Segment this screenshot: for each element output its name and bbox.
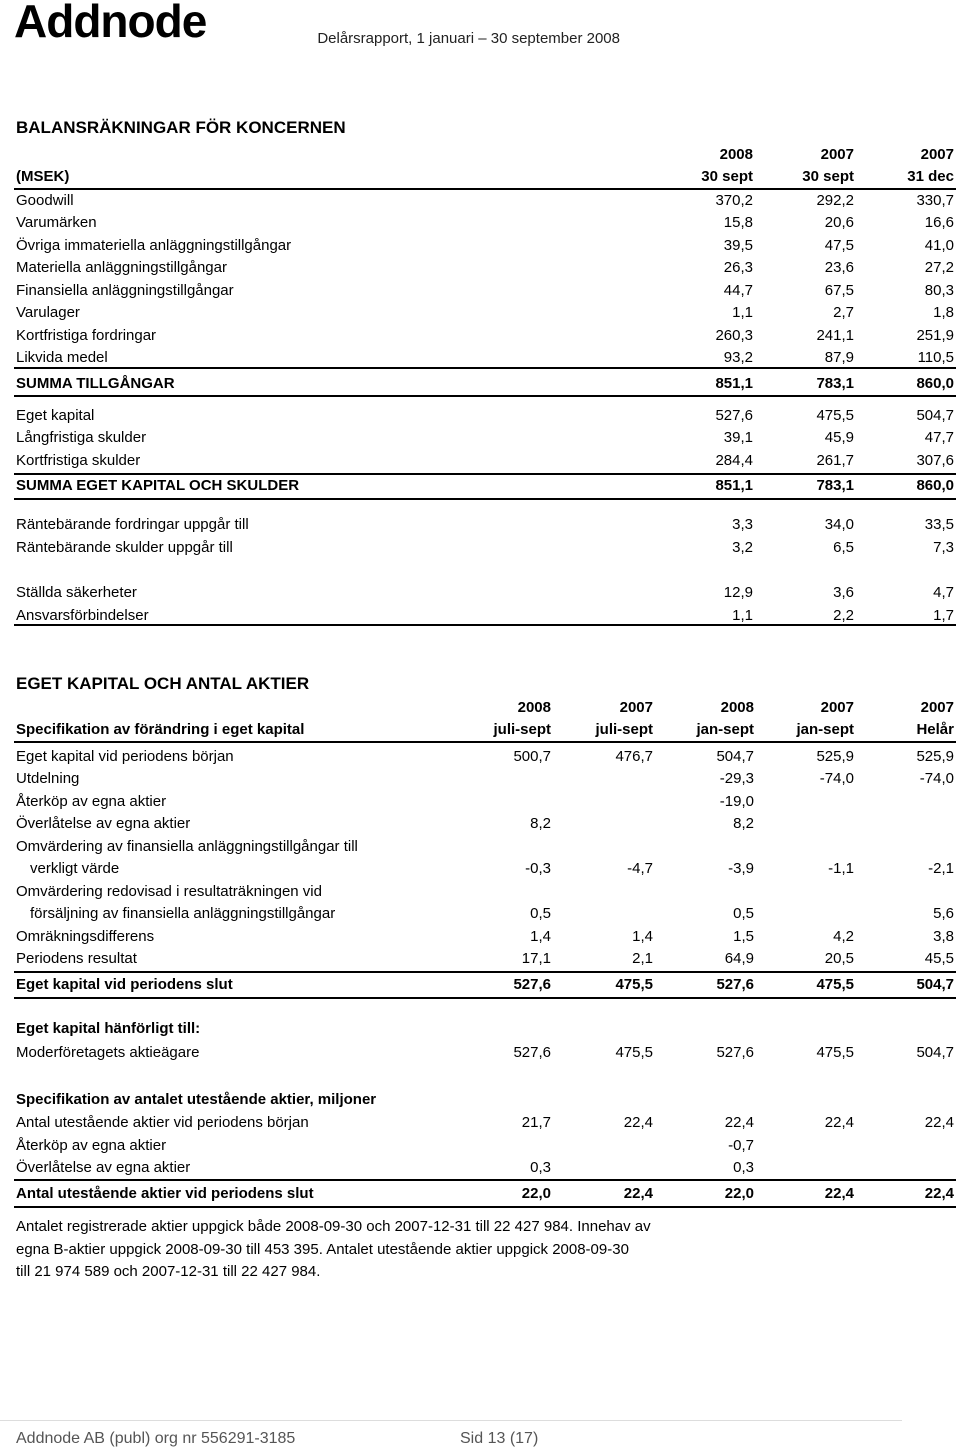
cell-value: 67,5	[824, 282, 854, 299]
table-row	[16, 582, 956, 604]
table-row	[16, 1089, 956, 1111]
cell-value: -4,7	[627, 860, 653, 877]
cell-value: 8,2	[530, 815, 551, 832]
cell-value: 2008	[719, 146, 753, 163]
note-line: egna B-aktier uppgick 2008-09-30 till 453 395. Antalet utestående aktier uppgick 2008-09-30	[16, 1240, 629, 1258]
cell-value: 87,9	[824, 349, 854, 366]
cell-value: 80,3	[924, 282, 954, 299]
cell-value: 1,4	[632, 928, 653, 945]
cell-value: 3,2	[732, 539, 753, 556]
cell-value: Helår	[916, 721, 954, 738]
row-label: Antal utestående aktier vid periodens slut	[16, 1185, 314, 1202]
cell-value: 2008	[720, 699, 754, 716]
cell-value: -3,9	[728, 860, 754, 877]
table-row	[16, 280, 956, 302]
table-row	[16, 768, 956, 790]
table-rule	[14, 624, 956, 626]
cell-value: jan-sept	[796, 721, 854, 738]
cell-value: 0,3	[530, 1159, 551, 1176]
cell-value: 2007	[820, 699, 854, 716]
cell-value: 0,3	[733, 1159, 754, 1176]
cell-value: 22,4	[924, 1185, 954, 1202]
row-label: Omvärdering redovisad i resultaträkningen vid	[16, 883, 322, 900]
cell-value: 527,6	[716, 1044, 754, 1061]
cell-value: 783,1	[816, 477, 854, 494]
cell-value: 45,5	[924, 950, 954, 967]
cell-value: 251,9	[916, 327, 954, 344]
cell-value: 22,4	[623, 1185, 653, 1202]
cell-value: 47,5	[824, 237, 854, 254]
row-label: Räntebärande fordringar uppgår till	[16, 516, 249, 533]
cell-value: 500,7	[513, 748, 551, 765]
cell-value: 307,6	[916, 452, 954, 469]
row-label: försäljning av finansiella anläggningstillgångar	[30, 905, 336, 922]
row-label: Eget kapital vid periodens början	[16, 748, 234, 765]
table-rule	[14, 997, 956, 999]
cell-value: 241,1	[816, 327, 854, 344]
table-rule	[14, 395, 956, 397]
cell-value: 475,5	[615, 1044, 653, 1061]
cell-value: 3,8	[933, 928, 954, 945]
cell-value: -2,1	[928, 860, 954, 877]
row-label: Överlåtelse av egna aktier	[16, 1159, 191, 1176]
cell-value: 39,1	[723, 429, 753, 446]
cell-value: 20,6	[824, 214, 854, 231]
cell-value: 783,1	[816, 375, 854, 392]
table-rule	[14, 367, 956, 369]
cell-value: -0,7	[728, 1137, 754, 1154]
table-row	[16, 235, 956, 257]
row-label: verkligt värde	[30, 860, 120, 877]
cell-value: 1,1	[732, 304, 753, 321]
cell-value: 4,2	[833, 928, 854, 945]
cell-value: 261,7	[816, 452, 854, 469]
row-label: Periodens resultat	[16, 950, 137, 967]
row-label: Omräkningsdifferens	[16, 928, 155, 945]
cell-value: 47,7	[924, 429, 954, 446]
cell-value: 2007	[619, 699, 653, 716]
cell-value: 1,4	[530, 928, 551, 945]
cell-value: 20,5	[824, 950, 854, 967]
table-row	[16, 881, 956, 903]
table-row	[16, 1183, 956, 1205]
addnode-logo: Addnode	[14, 0, 207, 47]
header-periods	[16, 719, 956, 741]
cell-value: 0,5	[733, 905, 754, 922]
cell-value: 292,2	[816, 192, 854, 209]
cell-value: 1,8	[933, 304, 954, 321]
row-label: SUMMA EGET KAPITAL OCH SKULDER	[16, 477, 300, 494]
table-row	[16, 948, 956, 970]
cell-value: 2,2	[833, 607, 854, 624]
table-row	[16, 190, 956, 212]
equity-title: EGET KAPITAL OCH ANTAL AKTIER	[16, 674, 310, 693]
cell-value: 525,9	[816, 748, 854, 765]
cell-value: 3,3	[732, 516, 753, 533]
table-row	[16, 427, 956, 449]
cell-value: 527,6	[513, 976, 551, 993]
cell-value: 2008	[517, 699, 551, 716]
cell-value: 0,5	[530, 905, 551, 922]
cell-value: 17,1	[521, 950, 551, 967]
table-rule	[14, 498, 956, 500]
row-label: Ställda säkerheter	[16, 584, 137, 601]
cell-value: 22,0	[724, 1185, 754, 1202]
shares-note	[16, 1216, 776, 1284]
cell-value: 5,6	[933, 905, 954, 922]
table-row	[16, 1042, 956, 1064]
cell-value: 527,6	[715, 407, 753, 424]
row-label: Långfristiga skulder	[16, 429, 147, 446]
cell-value: 6,5	[833, 539, 854, 556]
cell-value: 851,1	[715, 477, 753, 494]
cell-value: 12,9	[723, 584, 753, 601]
cell-value: -1,1	[828, 860, 854, 877]
row-label: Övriga immateriella anläggningstillgångar	[16, 237, 292, 254]
cell-value: 110,5	[917, 349, 954, 366]
cell-value: 26,3	[723, 259, 753, 276]
row-label: Eget kapital hänförligt till:	[16, 1020, 201, 1037]
cell-value: 504,7	[916, 976, 954, 993]
table-rule	[14, 741, 956, 743]
table-row	[16, 813, 956, 835]
table-row	[16, 746, 956, 768]
table-row	[16, 1157, 956, 1179]
cell-value: 2,1	[632, 950, 653, 967]
balance-title: BALANSRÄKNINGAR FÖR KONCERNEN	[16, 118, 346, 137]
cell-value: 8,2	[733, 815, 754, 832]
row-label: Omvärdering av finansiella anläggningstillgångar till	[16, 838, 358, 855]
cell-value: 45,9	[824, 429, 854, 446]
note-line: Antalet registrerade aktier uppgick både 2008-09-30 och 2007-12-31 till 22 427 984. Innehav av	[16, 1218, 651, 1235]
header-dates	[16, 166, 956, 188]
row-label: Kortfristiga skulder	[16, 452, 141, 469]
cell-value: -74,0	[819, 770, 854, 787]
row-label: Finansiella anläggningstillgångar	[16, 282, 234, 299]
table-row	[16, 450, 956, 472]
table-row	[16, 1018, 956, 1040]
cell-value: 22,4	[623, 1114, 653, 1131]
cell-value: 1,5	[733, 928, 754, 945]
table-row	[16, 475, 956, 497]
footer-company: Addnode AB (publ) org nr 556291-3185	[16, 1430, 296, 1447]
row-label: Specifikation av förändring i eget kapital	[16, 721, 305, 738]
cell-value: 860,0	[916, 375, 954, 392]
cell-value: 23,6	[824, 259, 854, 276]
cell-value: 851,1	[715, 375, 753, 392]
row-label: Antal utestående aktier vid periodens början	[16, 1114, 309, 1131]
table-row	[16, 1135, 956, 1157]
row-label: Eget kapital	[16, 407, 95, 424]
cell-value: 39,5	[723, 237, 753, 254]
table-row	[16, 212, 956, 234]
cell-value: 22,4	[824, 1185, 854, 1202]
row-label: Överlåtelse av egna aktier	[16, 815, 191, 832]
cell-value: 504,7	[916, 407, 954, 424]
cell-value: 330,7	[916, 192, 954, 209]
cell-value: jan-sept	[696, 721, 754, 738]
cell-value: -29,3	[719, 770, 754, 787]
cell-value: 370,2	[715, 192, 753, 209]
cell-value: -74,0	[919, 770, 954, 787]
cell-value: 2007	[920, 699, 954, 716]
cell-value: 16,6	[924, 214, 954, 231]
table-row	[16, 1112, 956, 1134]
cell-value: 30 sept	[802, 168, 854, 185]
cell-value: 22,4	[824, 1114, 854, 1131]
table-row	[16, 514, 956, 536]
table-row	[16, 974, 956, 996]
footer-page: Sid 13 (17)	[460, 1430, 539, 1447]
row-label: Moderföretagets aktieägare	[16, 1044, 200, 1061]
row-label: Eget kapital vid periodens slut	[16, 976, 233, 993]
cell-value: 41,0	[924, 237, 954, 254]
cell-value: 527,6	[513, 1044, 551, 1061]
cell-value: 1,7	[933, 607, 954, 624]
row-label: Kortfristiga fordringar	[16, 327, 157, 344]
cell-value: 2,7	[833, 304, 854, 321]
cell-value: 475,5	[816, 407, 854, 424]
row-label: Varumärken	[16, 214, 97, 231]
cell-value: 475,5	[816, 976, 854, 993]
table-rule	[14, 1206, 956, 1208]
row-label: Återköp av egna aktier	[16, 793, 167, 810]
cell-value: 34,0	[824, 516, 854, 533]
table-row	[16, 858, 956, 880]
table-rule	[14, 473, 956, 475]
cell-value: juli-sept	[595, 721, 653, 738]
cell-value: 504,7	[716, 748, 754, 765]
table-row	[16, 791, 956, 813]
cell-value: 31 dec	[907, 168, 954, 185]
note-line: till 21 974 589 och 2007-12-31 till 22 427 984.	[16, 1263, 321, 1280]
row-label: SUMMA TILLGÅNGAR	[16, 375, 175, 392]
row-label: Materiella anläggningstillgångar	[16, 259, 227, 276]
table-row	[16, 325, 956, 347]
cell-value: 2007	[920, 146, 954, 163]
cell-value: 260,3	[715, 327, 753, 344]
row-label: Räntebärande skulder uppgår till	[16, 539, 233, 556]
cell-value: 33,5	[924, 516, 954, 533]
row-label: Varulager	[16, 304, 80, 321]
cell-value: juli-sept	[493, 721, 551, 738]
table-row	[16, 537, 956, 559]
row-label: Specifikation av antalet utestående aktier, miljoner	[16, 1091, 377, 1108]
table-row	[16, 257, 956, 279]
row-label: Likvida medel	[16, 349, 108, 366]
cell-value: 525,9	[916, 748, 954, 765]
footer-divider	[0, 1420, 902, 1421]
cell-value: 7,3	[933, 539, 954, 556]
cell-value: 504,7	[916, 1044, 954, 1061]
cell-value: 44,7	[723, 282, 753, 299]
cell-value: 30 sept	[701, 168, 753, 185]
cell-value: -0,3	[525, 860, 551, 877]
row-label: Ansvarsförbindelser	[16, 607, 149, 624]
row-label: Utdelning	[16, 770, 80, 787]
cell-value: 22,4	[924, 1114, 954, 1131]
cell-value: 27,2	[924, 259, 954, 276]
row-label: Goodwill	[16, 192, 74, 209]
cell-value: 476,7	[615, 748, 653, 765]
table-row	[16, 347, 956, 369]
header-years	[16, 144, 956, 166]
cell-value: 3,6	[833, 584, 854, 601]
table-row	[16, 926, 956, 948]
report-header: Delårsrapport, 1 januari – 30 september 2008	[317, 30, 620, 47]
table-rule	[14, 1179, 956, 1181]
cell-value: -19,0	[719, 793, 754, 810]
table-rule	[14, 971, 956, 973]
cell-value: 4,7	[933, 584, 954, 601]
cell-value: 93,2	[723, 349, 753, 366]
table-row	[16, 903, 956, 925]
table-row	[16, 302, 956, 324]
cell-value: 21,7	[521, 1114, 551, 1131]
cell-value: 475,5	[615, 976, 653, 993]
cell-value: 22,0	[521, 1185, 551, 1202]
table-row	[16, 373, 956, 395]
header-years	[16, 697, 956, 719]
row-label: Återköp av egna aktier	[16, 1137, 167, 1154]
table-row	[16, 836, 956, 858]
cell-value: 527,6	[716, 976, 754, 993]
cell-value: 64,9	[724, 950, 754, 967]
cell-value: 22,4	[724, 1114, 754, 1131]
table-row	[16, 405, 956, 427]
row-label: (MSEK)	[16, 168, 70, 185]
cell-value: 1,1	[732, 607, 753, 624]
cell-value: 475,5	[816, 1044, 854, 1061]
cell-value: 2007	[820, 146, 854, 163]
cell-value: 15,8	[723, 214, 753, 231]
cell-value: 284,4	[715, 452, 753, 469]
cell-value: 860,0	[916, 477, 954, 494]
